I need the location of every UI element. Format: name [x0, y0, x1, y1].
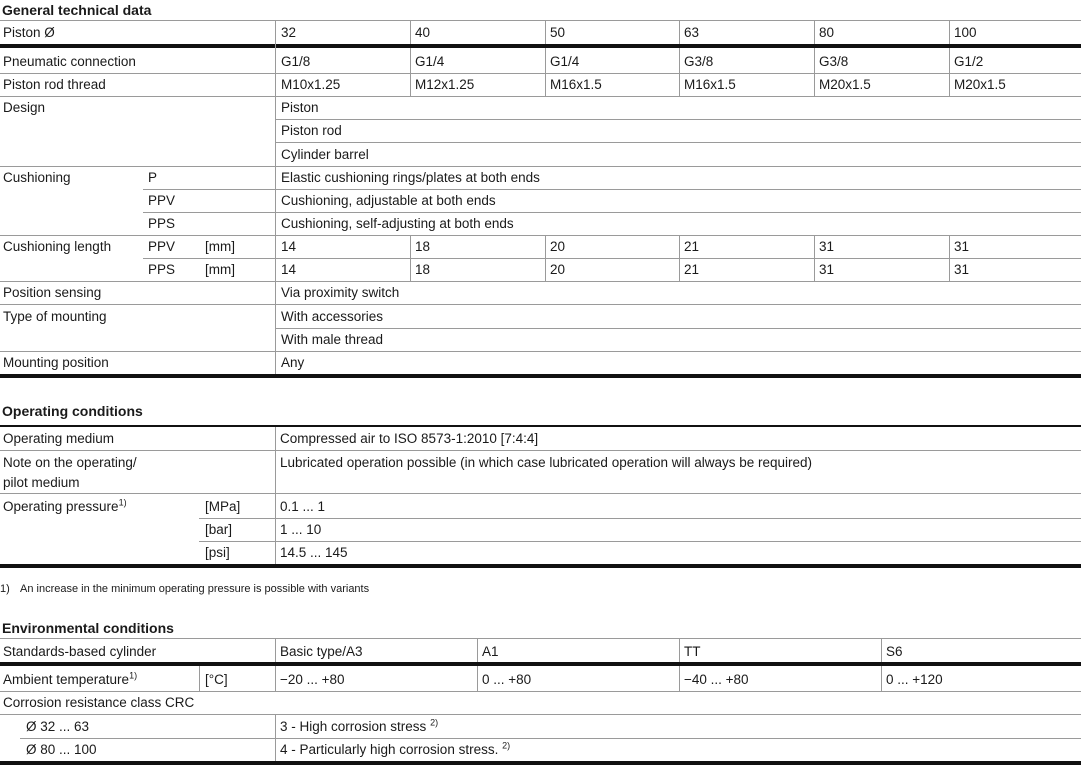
table-cell: 20 — [550, 239, 566, 254]
rule — [0, 638, 1081, 639]
table-cell: −20 ... +80 — [280, 672, 345, 687]
table-cell: M10x1.25 — [281, 77, 341, 92]
column-divider — [814, 235, 815, 281]
size-50: 50 — [550, 25, 566, 40]
footnote-text: An increase in the minimum operating pressure is possible with variants — [20, 583, 370, 595]
table-cell: G1/2 — [954, 54, 984, 69]
cushioning-length-label: Cushioning length — [3, 239, 112, 254]
rule — [0, 691, 1081, 692]
column-divider — [275, 666, 276, 691]
size-100: 100 — [954, 25, 977, 40]
rule — [199, 541, 1081, 542]
column-divider — [275, 427, 276, 564]
mounting-position-label: Mounting position — [3, 355, 109, 370]
piston-diameter-label: Piston Ø — [3, 25, 55, 40]
column-divider — [199, 666, 200, 691]
column-divider — [881, 666, 882, 691]
rule — [143, 189, 1081, 190]
table-cell: G1/4 — [415, 54, 445, 69]
size-40: 40 — [415, 25, 431, 40]
unit: [°C] — [205, 672, 228, 687]
column-divider — [814, 20, 815, 44]
column-divider — [949, 48, 950, 97]
size-32: 32 — [281, 25, 297, 40]
table-cell: 21 — [684, 239, 700, 254]
table-cell: M16x1.5 — [550, 77, 602, 92]
rule — [20, 738, 1081, 739]
footnote-ref: 2) — [502, 740, 511, 751]
table-cell: 31 — [819, 262, 835, 277]
pressure-value: 0.1 ... 1 — [280, 499, 326, 514]
cushioning-label: Cushioning — [3, 170, 71, 185]
table-cell: G1/4 — [550, 54, 580, 69]
operating-medium-value: Compressed air to ISO 8573-1:2010 [7:4:4] — [280, 431, 539, 446]
column-divider — [679, 235, 680, 281]
rule — [199, 518, 1081, 519]
rule — [276, 142, 1081, 143]
table-cell: 14 — [281, 239, 297, 254]
cushioning-text: Cushioning, self-adjusting at both ends — [281, 216, 514, 231]
crc-value: 3 - High corrosion stress $^{2)}$ — [280, 717, 439, 734]
rule — [0, 166, 1081, 167]
section-title-general: General technical data — [2, 2, 152, 18]
rule — [0, 235, 1081, 236]
size-63: 63 — [684, 25, 700, 40]
crc-label: Corrosion resistance class CRC — [3, 695, 195, 710]
rule — [0, 73, 1081, 74]
table-cell: 31 — [819, 239, 835, 254]
operating-medium-label: Operating medium — [3, 431, 115, 446]
column-divider — [545, 235, 546, 281]
type-basic: Basic type/A3 — [280, 644, 363, 659]
rule — [0, 304, 1081, 305]
rule — [276, 119, 1081, 120]
footnote-mark: 1) — [0, 583, 10, 595]
rule — [276, 328, 1081, 329]
position-sensing-value: Via proximity switch — [281, 285, 400, 300]
rule — [0, 493, 1081, 494]
table-cell: M20x1.5 — [954, 77, 1006, 92]
mounting-type-value: With male thread — [281, 332, 384, 347]
column-divider — [949, 235, 950, 281]
column-divider — [275, 20, 276, 374]
column-divider — [410, 235, 411, 281]
rule — [0, 714, 1081, 715]
column-divider — [275, 638, 276, 662]
pressure-value: 1 ... 10 — [280, 522, 322, 537]
crc-range: Ø 32 ... 63 — [26, 719, 90, 734]
design-label: Design — [3, 100, 46, 115]
column-divider — [275, 714, 276, 761]
table-cell: 20 — [550, 262, 566, 277]
mounting-type-label: Type of mounting — [3, 309, 107, 324]
column-divider — [410, 48, 411, 97]
rule — [0, 281, 1081, 282]
table-cell: G1/8 — [281, 54, 311, 69]
standards-cylinder-label: Standards-based cylinder — [3, 644, 157, 659]
rule — [0, 450, 1081, 451]
unit: [mm] — [205, 262, 235, 277]
table-cell: 31 — [954, 262, 970, 277]
column-divider — [410, 20, 411, 44]
rule — [0, 20, 1081, 21]
crc-value: 4 - Particularly high corrosion stress. $^{2)}$ — [280, 740, 511, 757]
cushioning-code: P — [148, 170, 158, 185]
design-value: Cylinder barrel — [281, 147, 369, 162]
design-value: Piston — [281, 100, 319, 115]
pressure-value: 14.5 ... 145 — [280, 545, 348, 560]
table-cell: G3/8 — [684, 54, 714, 69]
table-cell: −40 ... +80 — [684, 672, 749, 687]
table-cell: 18 — [415, 262, 431, 277]
thick-rule — [0, 761, 1081, 765]
crc-range: Ø 80 ... 100 — [26, 742, 97, 757]
column-divider — [545, 48, 546, 97]
footnote-ref: 1) — [118, 497, 127, 508]
type-a1: A1 — [482, 644, 499, 659]
column-divider — [679, 666, 680, 691]
section-title-environmental: Environmental conditions — [2, 620, 174, 636]
table-cell: 21 — [684, 262, 700, 277]
position-sensing-label: Position sensing — [3, 285, 102, 300]
thick-rule — [0, 662, 1081, 666]
note-label-line1: Note on the operating/ — [3, 455, 137, 470]
note-value: Lubricated operation possible (in which case lubricated operation will always be required) — [280, 455, 813, 470]
medium-rule — [0, 425, 1081, 427]
footnote-ref: 2) — [430, 717, 439, 728]
piston-rod-thread-label: Piston rod thread — [3, 77, 106, 92]
table-cell: M16x1.5 — [684, 77, 736, 92]
type-tt: TT — [684, 644, 701, 659]
cushioning-length-code: PPS — [148, 262, 176, 277]
mounting-position-value: Any — [281, 355, 305, 370]
rule — [143, 258, 1081, 259]
cushioning-length-code: PPV — [148, 239, 176, 254]
rule — [0, 96, 1081, 97]
thick-rule — [0, 374, 1081, 378]
design-value: Piston rod — [281, 123, 342, 138]
column-divider — [949, 20, 950, 44]
table-cell: M12x1.25 — [415, 77, 475, 92]
unit: [bar] — [205, 522, 233, 537]
rule — [0, 351, 1081, 352]
footnote-ref: 1) — [129, 670, 138, 681]
table-cell: G3/8 — [819, 54, 849, 69]
cushioning-code: PPS — [148, 216, 176, 231]
table-cell: 0 ... +120 — [886, 672, 943, 687]
table-cell: M20x1.5 — [819, 77, 871, 92]
pneumatic-connection-label: Pneumatic connection — [3, 54, 136, 69]
table-cell: 31 — [954, 239, 970, 254]
table-cell: 14 — [281, 262, 297, 277]
column-divider — [679, 638, 680, 662]
thick-rule — [0, 44, 1081, 48]
size-80: 80 — [819, 25, 835, 40]
unit: [mm] — [205, 239, 235, 254]
column-divider — [477, 638, 478, 662]
column-divider — [477, 666, 478, 691]
column-divider — [679, 48, 680, 97]
mounting-type-value: With accessories — [281, 309, 384, 324]
unit: [psi] — [205, 545, 230, 560]
ambient-temperature-label: Ambient temperature$^{1)}$ — [3, 670, 138, 687]
cushioning-code: PPV — [148, 193, 176, 208]
unit: [MPa] — [205, 499, 241, 514]
thick-rule — [0, 564, 1081, 568]
section-title-operating: Operating conditions — [2, 403, 143, 419]
cushioning-text: Cushioning, adjustable at both ends — [281, 193, 496, 208]
table-cell: 18 — [415, 239, 431, 254]
rule — [143, 212, 1081, 213]
type-s6: S6 — [886, 644, 903, 659]
cushioning-text: Elastic cushioning rings/plates at both ends — [281, 170, 540, 185]
column-divider — [545, 20, 546, 44]
column-divider — [679, 20, 680, 44]
column-divider — [881, 638, 882, 662]
note-label-line2: pilot medium — [3, 475, 80, 490]
operating-pressure-label: Operating pressure$^{1)}$ — [3, 497, 127, 514]
column-divider — [814, 48, 815, 97]
table-cell: 0 ... +80 — [482, 672, 532, 687]
